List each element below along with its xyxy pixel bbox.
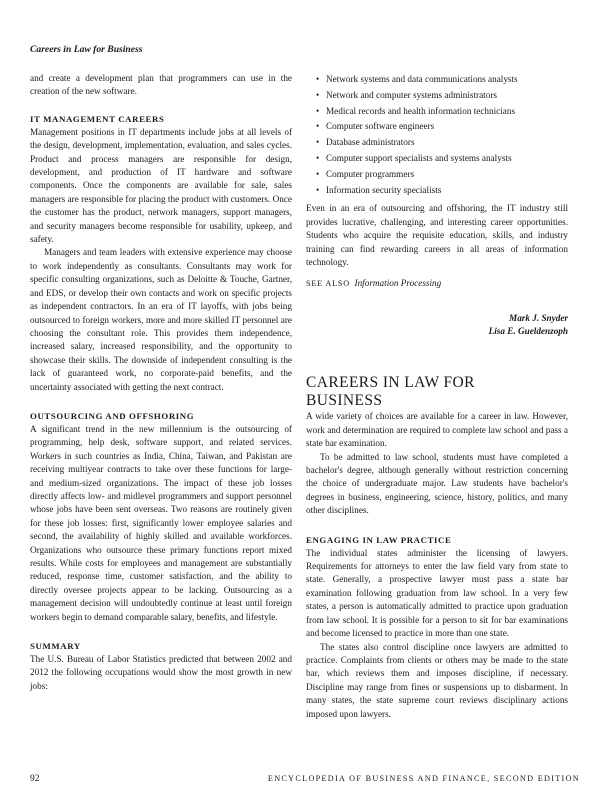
list-item: • Network systems and data communications analysts [316,72,568,88]
article-title-line-2: BUSINESS [306,392,383,410]
section-heading-summary: SUMMARY [30,641,81,652]
running-head: Careers in Law for Business [30,44,143,55]
engaging-paragraph-2: The states also control discipline once lawyers are admitted to practice. Complaints from clients or others may be made to the state bar, which reviews them and imposes discipline, if necessary. Discipline may range from fines or suspensions up to disbarment. In many states, the state supreme court reviews disciplinary actions imposed upon lawyers. [306,641,568,719]
bullet-icon: • [316,89,320,100]
list-item: • Network and computer systems administrators [316,88,568,104]
list-item: • Computer software engineers [316,119,568,135]
page-number: 92 [30,774,40,784]
it-management-paragraph-2: Managers and team leaders with extensive experience may choose to work independently as consultants. Consultants may work for specific consulting organizations, such as Deloitte & Touche, Gartner, and EDS, or develop their own contacts and work on specific projects as independent contractors. In an era of IT layoffs, with jobs being outsourced to foreign workers, more and more skilled IT personnel are choosing the consultant role. This provides them independence, increased salary, increased responsibility, and the opportunity to showcase their skills. The downside of independent consulting is the lack of guaranteed work, no corporate-paid benefits, and the uncertainty associated with getting the next contract. [30,247,292,392]
article-intro-paragraph-2: To be admitted to law school, students must have completed a bachelor's degree, although generally without restriction concerning the choice of undergraduate major. Law students have bachelor's degrees in business, engineering, science, history, politics, and many other disciplines. [306,451,568,516]
bullet-icon: • [316,168,320,179]
bullet-icon: • [316,74,320,84]
closing-paragraph: Even in an era of outsourcing and offshoring, the IT industry still provides lucrative, challenging, and interesting career opportunities. Students who acquire the requisite education, skills, and industry training can find rewarding careers in all areas of information technology. [306,203,568,267]
article-title-line-1: CAREERS IN LAW FOR [306,374,475,392]
article-title [306,374,568,410]
article-intro-paragraph-1: A wide variety of choices are available for a career in law. However, work and determination are required to complete law school and pass a state bar examination. [306,411,568,449]
summary-paragraph: The U.S. Bureau of Labor Statistics predicted that between 2002 and 2012 the following occupations would show the most growth in new jobs: [30,654,292,691]
bullet-icon: • [316,152,320,163]
bullet-icon: • [316,105,320,116]
author-1: Mark J. Snyder [509,313,568,324]
growth-occupations-list [306,72,568,198]
author-2: Lisa E. Gueldenzoph [488,326,568,337]
see-also-link[interactable]: Information Processing [354,278,442,289]
engaging-paragraph-1: The individual states administer the licensing of lawyers. Requirements for attorneys to enter the law field vary from state to state. Generally, a prospective lawyer must pass a state bar examination following graduation from law school. In a very few states, a person is automatically admitted to practice upon graduation from law school. It is possible for a person to sit for bar examinations and become licensed to practice in more than one state. [306,547,568,639]
intro-paragraph: and create a development plan that programmers can use in the creation of the new software. [30,73,292,97]
see-also [306,277,568,290]
section-heading-outsourcing: OUTSOURCING AND OFFSHORING [30,410,195,421]
left-column [30,72,292,693]
section-heading-engaging: ENGAGING IN LAW PRACTICE [306,534,452,545]
list-item: • Medical records and health information technicians [316,104,568,120]
list-item: • Computer programmers [316,167,568,183]
list-item: • Database administrators [316,135,568,151]
section-heading-it-management: IT MANAGEMENT CAREERS [30,113,165,124]
bullet-icon: • [316,184,320,195]
see-also-label: SEE ALSO [306,279,350,289]
book-title: ENCYCLOPEDIA OF BUSINESS AND FINANCE, SECOND EDITION [267,774,580,783]
bullet-icon: • [316,121,320,132]
outsourcing-paragraph: A significant trend in the new millennium is the outsourcing of programming, help desk, software support, and related services. Workers in such countries as India, China, Taiwan, and Pakistan are receiving multiyear contracts to take over these functions for large- and medium-sized organizations. The impact of these job losses directly affects low- and midlevel programmers and support personnel whose jobs have been sent overseas. Two reasons are routinely given for these job losses: first, significantly lower employee salaries and second, the availability of highly skilled and available workforces. Organizations who outsource these primary functions report mixed results. While costs for employees and management are substantially reduced, response time, customer satisfaction, and the ability to directly oversee projects appear to be lacking. Outsourcing as a management decision will undoubtedly continue at least until foreign workers begin to demand comparable salary, benefits, and lifestyle. [30,423,292,622]
list-item: • Computer support specialists and systems analysts [316,151,568,167]
bullet-icon: • [316,137,320,148]
it-management-paragraph-1: Management positions in IT departments include jobs at all levels of the design, development, implementation, evaluation, and sales cycles. Product and process managers are responsible for design, development, and production of IT hardware and software components. Once the components are available for sale, sales managers are responsible for placing the product with customers. Once the customer has the product, network managers, support managers, and security managers become responsible for usability, upkeep, and safety. [30,126,292,245]
right-column [306,72,568,721]
list-item: • Information security specialists [316,183,568,199]
page-footer [30,774,580,788]
